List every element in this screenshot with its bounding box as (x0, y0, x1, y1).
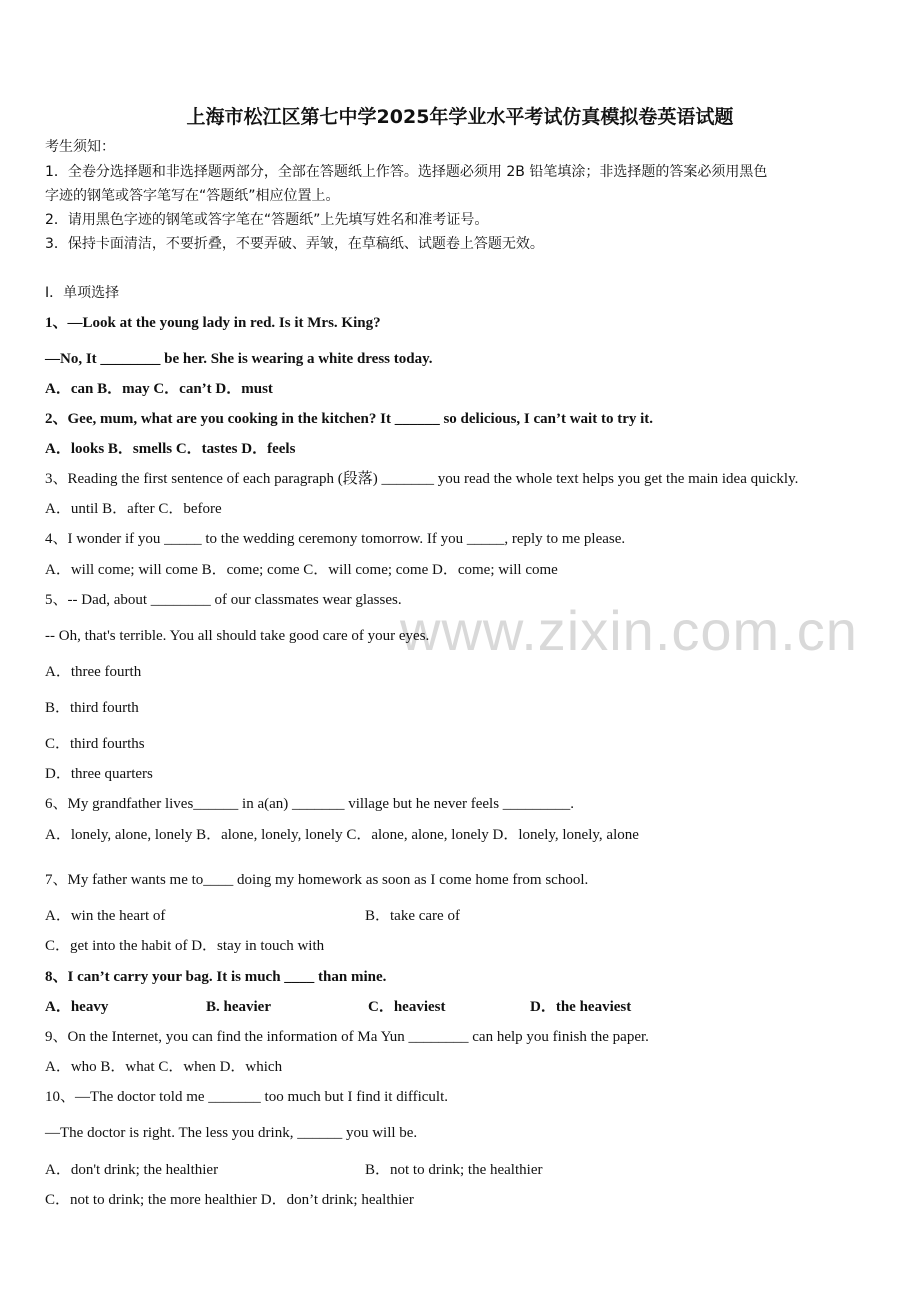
notice-heading: 考生须知： (45, 139, 115, 155)
notice-item-1a: 1．全卷分选择题和非选择题两部分，全部在答题纸上作答。选择题必须用 2B 铅笔填涂；非选择题的答案必须用黑色 (45, 164, 768, 180)
question-2-options: A．looks B．smells C．tastes D．feels (45, 441, 296, 457)
question-5-option-a: A．three fourth (45, 664, 142, 680)
question-8-option-b: B. heavier (206, 999, 271, 1015)
question-1-line-2: —No, It ________ be her. She is wearing a white dress today. (45, 351, 433, 367)
question-8-option-d: D．the heaviest (530, 999, 632, 1015)
question-5-line-2: -- Oh, that's terrible. You all should take good care of your eyes. (45, 628, 430, 644)
question-2: 2、Gee, mum, what are you cooking in the kitchen? It ______ so delicious, I can’t wait to try it. (45, 411, 654, 427)
question-10-options-cd: C．not to drink; the more healthier D．don’t drink; healthier (45, 1192, 414, 1208)
question-7: 7、My father wants me to____ doing my homework as soon as I come home from school. (45, 872, 589, 888)
section-heading: Ⅰ．单项选择 (45, 285, 120, 301)
notice-item-3: 3．保持卡面清洁，不要折叠，不要弄破、弄皱，在草稿纸、试题卷上答题无效。 (45, 236, 544, 252)
question-4: 4、I wonder if you _____ to the wedding ceremony tomorrow. If you _____, reply to me please. (45, 531, 626, 547)
question-8-option-a: A．heavy (45, 999, 109, 1015)
question-6: 6、My grandfather lives______ in a(an) _______ village but he never feels _________. (45, 796, 575, 812)
question-9-options: A．who B．what C．when D．which (45, 1059, 283, 1075)
question-9: 9、On the Internet, you can find the information of Ma Yun ________ can help you finish the paper. (45, 1029, 649, 1045)
question-3-options: A．until B．after C．before (45, 501, 222, 517)
question-5-option-c: C．third fourths (45, 736, 145, 752)
question-8-option-c: C．heaviest (368, 999, 446, 1015)
question-8: 8、I can’t carry your bag. It is much ____ than mine. (45, 969, 387, 985)
question-4-options: A．will come; will come B．come; come C．will come; come D．come; will come (45, 562, 558, 578)
question-10-option-a: A．don't drink; the healthier (45, 1162, 219, 1178)
notice-item-1b: 字迹的钢笔或答字笔写在“答题纸”相应位置上。 (45, 188, 340, 204)
page-title: 上海市松江区第七中学2025年学业水平考试仿真模拟卷英语试题 (186, 106, 734, 128)
question-10-line-1: 10、—The doctor told me _______ too much but I find it difficult. (45, 1089, 449, 1105)
question-7-options-cd: C．get into the habit of D．stay in touch with (45, 938, 325, 954)
question-1-line-1: 1、—Look at the young lady in red. Is it Mrs. King? (45, 315, 381, 331)
question-7-option-b: B．take care of (365, 908, 460, 924)
question-10-option-b: B．not to drink; the healthier (365, 1162, 543, 1178)
notice-item-2: 2．请用黑色字迹的钢笔或答字笔在“答题纸”上先填写姓名和准考证号。 (45, 212, 489, 228)
question-5-option-d: D．three quarters (45, 766, 153, 782)
question-3: 3、Reading the first sentence of each paragraph (段落) _______ you read the whole text helps you get the main idea quickly. (45, 471, 799, 487)
question-5-option-b: B．third fourth (45, 700, 139, 716)
question-5-line-1: 5、-- Dad, about ________ of our classmates wear glasses. (45, 592, 402, 608)
question-7-option-a: A．win the heart of (45, 908, 166, 924)
question-6-options: A．lonely, alone, lonely B．alone, lonely, lonely C．alone, alone, lonely D．lonely, lonely, alone (45, 827, 639, 843)
question-10-line-2: —The doctor is right. The less you drink, ______ you will be. (45, 1125, 418, 1141)
watermark: www.zixin.com.cn (400, 599, 858, 662)
question-1-options: A．can B．may C．can’t D．must (45, 381, 273, 397)
